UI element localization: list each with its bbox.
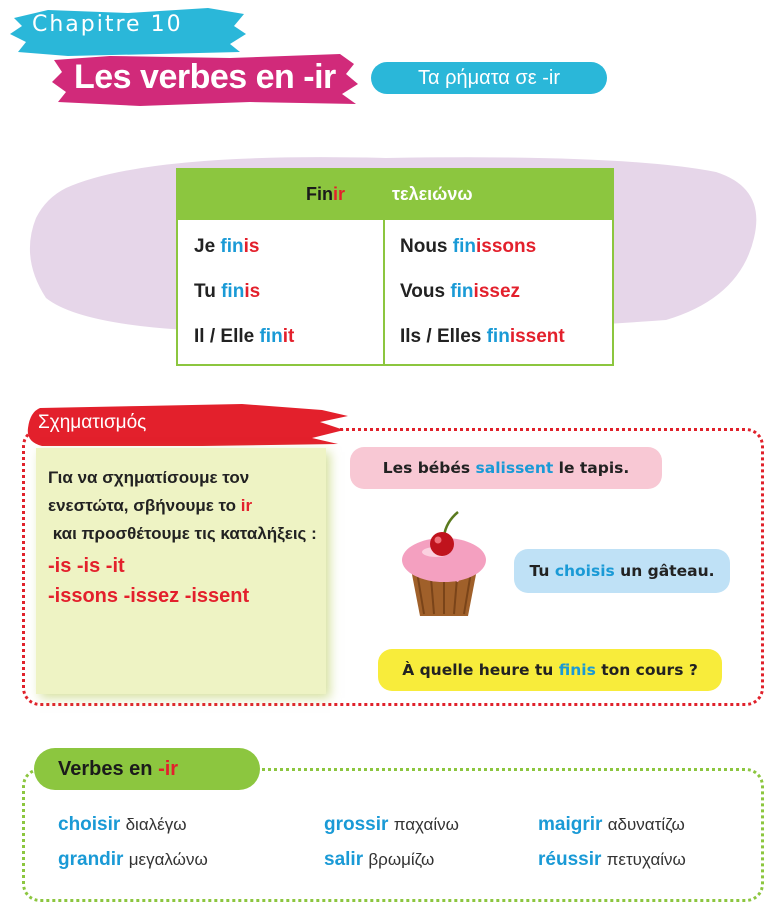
vocab-item: grandir μεγαλώνω xyxy=(58,849,208,870)
conjugation-row: Nous finissons xyxy=(400,236,537,257)
conjugation-row: Vous finissez xyxy=(400,281,521,302)
example-sentence-1: Les bébés salissent le tapis. xyxy=(350,447,662,489)
cupcake-illustration xyxy=(394,506,494,620)
page-title: Les verbes en -ir xyxy=(74,58,336,96)
endings-plural: -issons -issez -issent xyxy=(48,585,250,607)
vocab-item: réussir πετυχαίνω xyxy=(538,849,686,870)
conjugation-row: Il / Elle finit xyxy=(194,326,295,347)
vocab-item: grossir παχαίνω xyxy=(324,814,459,835)
example-sentence-3: À quelle heure tu finis ton cours ? xyxy=(378,649,722,691)
formation-rule-box xyxy=(36,448,326,694)
subtitle-badge: Τα ρήματα σε -ir xyxy=(371,62,607,94)
example-sentence-2: Tu choisis un gâteau. xyxy=(514,549,730,593)
vocab-item: maigrir αδυνατίζω xyxy=(538,814,685,835)
vocabulary-tab: Verbes en -ir xyxy=(34,748,260,790)
conjugation-table xyxy=(176,168,614,366)
conjugation-row: Je finis xyxy=(194,236,260,257)
column-divider xyxy=(383,220,385,366)
formation-rule-text: Για να σχηματίσουμε τον ενεστώτα, σβήνουμε το ir και προσθέτουμε τις καταλήξεις : -is -is -it -issons -issez -issent xyxy=(48,464,318,610)
conjugation-row: Ils / Elles finissent xyxy=(400,326,565,347)
vocab-item: choisir διαλέγω xyxy=(58,814,187,835)
infinitive-translation: τελειώνω xyxy=(392,184,473,204)
infinitive-verb: Finir xyxy=(306,184,346,204)
endings-singular: -is -is -it xyxy=(48,555,125,577)
chapter-label: Chapitre 10 xyxy=(32,12,183,37)
formation-tab-label: Σχηματισμός xyxy=(38,412,147,433)
conjugation-table-header xyxy=(178,170,612,220)
vocab-item: salir βρωμίζω xyxy=(324,849,435,870)
conjugation-row: Tu finis xyxy=(194,281,261,302)
